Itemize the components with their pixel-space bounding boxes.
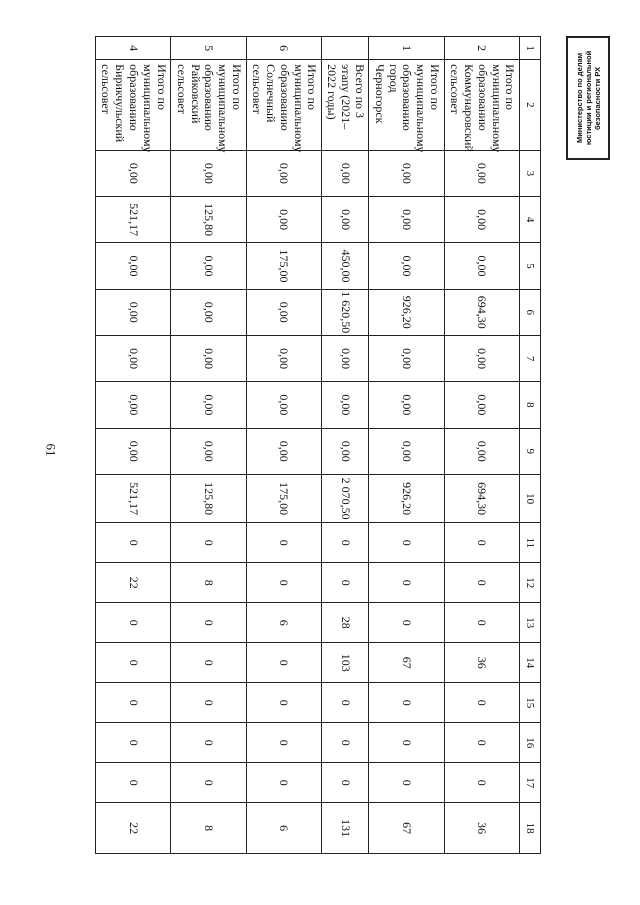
table-cell: 0,00 <box>171 243 246 289</box>
table-cell: 0 <box>444 683 519 723</box>
table-cell: 0 <box>171 603 246 643</box>
table-cell: 0 <box>96 643 171 683</box>
table-row <box>96 37 171 854</box>
table-cell: 0,00 <box>246 382 321 428</box>
table-row <box>369 37 444 854</box>
table-cell: 0 <box>171 643 246 683</box>
table-cell: 1 620,50 <box>322 289 369 335</box>
column-header-16: 16 <box>520 723 541 763</box>
table-cell: 125,80 <box>171 474 246 522</box>
column-header-8: 8 <box>520 382 541 428</box>
table-cell: 0 <box>444 723 519 763</box>
table-cell: 6 <box>246 37 321 60</box>
table-cell: 0,00 <box>322 335 369 381</box>
row-label: Всего по 3 этапу (2021–2022 годы) <box>322 60 369 151</box>
table-cell: 0,00 <box>322 197 369 243</box>
table-cell: 0,00 <box>444 382 519 428</box>
header-row <box>520 37 541 854</box>
column-header-9: 9 <box>520 428 541 474</box>
table-cell: 103 <box>322 643 369 683</box>
table-cell: 0 <box>369 683 444 723</box>
table-cell: 694,30 <box>444 289 519 335</box>
column-header-2: 2 <box>520 60 541 151</box>
table-row <box>171 37 246 854</box>
table-area <box>95 36 541 854</box>
table-cell: 0,00 <box>369 150 444 196</box>
table-cell: 175,00 <box>246 474 321 522</box>
stamp-text: Министерство по делам юстиции и региональной безопасности РХ <box>574 50 602 146</box>
table-cell: 0 <box>444 763 519 803</box>
row-label: Итого по муниципальному образованию Коммунаровский сельсовет <box>444 60 519 151</box>
table-cell: 0 <box>322 523 369 563</box>
table-cell: 0,00 <box>444 197 519 243</box>
table-cell: 0 <box>96 763 171 803</box>
table-cell: 0,00 <box>369 243 444 289</box>
column-header-14: 14 <box>520 643 541 683</box>
table-cell: 0,00 <box>171 289 246 335</box>
table-cell: 694,30 <box>444 474 519 522</box>
summary-table <box>95 36 541 854</box>
table-cell: 521,17 <box>96 197 171 243</box>
table-cell: 0,00 <box>96 289 171 335</box>
table-cell: 0 <box>322 763 369 803</box>
table-cell: 0 <box>322 563 369 603</box>
table-cell: 0,00 <box>96 335 171 381</box>
table-cell: 0 <box>322 723 369 763</box>
table-cell: 0 <box>444 523 519 563</box>
table-cell: 0 <box>369 603 444 643</box>
table-cell: 0 <box>246 683 321 723</box>
table-cell: 926,20 <box>369 474 444 522</box>
table-cell: 0,00 <box>96 243 171 289</box>
table-cell: 2 070,50 <box>322 474 369 522</box>
table-cell: 0 <box>171 523 246 563</box>
column-header-18: 18 <box>520 803 541 854</box>
table-cell: 22 <box>96 803 171 854</box>
table-cell: 0,00 <box>246 289 321 335</box>
table-cell: 125,80 <box>171 197 246 243</box>
table-cell: 6 <box>246 803 321 854</box>
table-cell: 175,00 <box>246 243 321 289</box>
table-cell: 0,00 <box>444 150 519 196</box>
table-cell: 0,00 <box>444 243 519 289</box>
table-cell: 0 <box>96 723 171 763</box>
column-header-3: 3 <box>520 150 541 196</box>
table-cell: 0 <box>369 763 444 803</box>
table-cell: 0,00 <box>96 428 171 474</box>
table-cell: 6 <box>246 603 321 643</box>
column-header-4: 4 <box>520 197 541 243</box>
table-cell: 0,00 <box>369 197 444 243</box>
table-cell: 0,00 <box>246 335 321 381</box>
row-label: Итого по муниципальному образованию Райковский сельсовет <box>171 60 246 151</box>
table-cell: 0,00 <box>171 150 246 196</box>
table-cell: 0,00 <box>444 428 519 474</box>
column-header-17: 17 <box>520 763 541 803</box>
table-cell: 2 <box>444 37 519 60</box>
table-cell: 0,00 <box>96 150 171 196</box>
table-cell: 0,00 <box>322 428 369 474</box>
table-cell: 1 <box>369 37 444 60</box>
row-label: Итого по муниципальному образованию город Черногорск <box>369 60 444 151</box>
table-cell: 67 <box>369 803 444 854</box>
table-cell: 0 <box>322 683 369 723</box>
table-cell: 0,00 <box>369 428 444 474</box>
table-cell: 0 <box>96 523 171 563</box>
table-cell: 0 <box>246 643 321 683</box>
table-row <box>444 37 519 854</box>
column-header-1: 1 <box>520 37 541 60</box>
table-cell: 0 <box>171 763 246 803</box>
column-header-15: 15 <box>520 683 541 723</box>
table-cell: 0 <box>171 723 246 763</box>
table-cell: 0,00 <box>171 335 246 381</box>
column-header-5: 5 <box>520 243 541 289</box>
rotated-table <box>95 36 541 854</box>
table-cell: 0,00 <box>246 197 321 243</box>
table-row <box>246 37 321 854</box>
table-cell: 28 <box>322 603 369 643</box>
table-cell: 0 <box>96 683 171 723</box>
table-cell: 4 <box>96 37 171 60</box>
table-cell: 5 <box>171 37 246 60</box>
registration-stamp <box>566 36 610 160</box>
table-cell: 521,17 <box>96 474 171 522</box>
table-cell: 0,00 <box>96 382 171 428</box>
table-cell: 0 <box>246 723 321 763</box>
table-cell: 36 <box>444 643 519 683</box>
table-cell: 0 <box>369 723 444 763</box>
table-cell: 450,00 <box>322 243 369 289</box>
table-cell: 0 <box>96 603 171 643</box>
table-cell: 131 <box>322 803 369 854</box>
table-cell: 8 <box>171 563 246 603</box>
table-cell: 0,00 <box>171 382 246 428</box>
column-header-12: 12 <box>520 563 541 603</box>
table-cell <box>322 37 369 60</box>
table-cell: 0,00 <box>246 428 321 474</box>
table-cell: 22 <box>96 563 171 603</box>
table-cell: 0,00 <box>171 428 246 474</box>
column-header-11: 11 <box>520 523 541 563</box>
row-label: Итого по муниципальному образованию Бирикчульский сельсовет <box>96 60 171 151</box>
table-cell: 0 <box>246 523 321 563</box>
column-header-7: 7 <box>520 335 541 381</box>
column-header-6: 6 <box>520 289 541 335</box>
table-row <box>322 37 369 854</box>
table-cell: 0,00 <box>369 335 444 381</box>
table-cell: 0,00 <box>322 150 369 196</box>
table-cell: 0,00 <box>444 335 519 381</box>
table-cell: 0,00 <box>369 382 444 428</box>
table-cell: 0 <box>246 763 321 803</box>
table-cell: 0 <box>444 563 519 603</box>
table-cell: 926,20 <box>369 289 444 335</box>
table-cell: 0 <box>246 563 321 603</box>
table-cell: 36 <box>444 803 519 854</box>
table-cell: 0 <box>369 523 444 563</box>
table-cell: 0,00 <box>246 150 321 196</box>
table-cell: 0 <box>444 603 519 643</box>
column-header-10: 10 <box>520 474 541 522</box>
page-number: 61 <box>43 443 59 457</box>
table-cell: 0 <box>369 563 444 603</box>
table-cell: 0,00 <box>322 382 369 428</box>
column-header-13: 13 <box>520 603 541 643</box>
table-cell: 0 <box>171 683 246 723</box>
row-label: Итого по муниципальному образованию Солнечный сельсовет <box>246 60 321 151</box>
table-cell: 67 <box>369 643 444 683</box>
table-cell: 8 <box>171 803 246 854</box>
